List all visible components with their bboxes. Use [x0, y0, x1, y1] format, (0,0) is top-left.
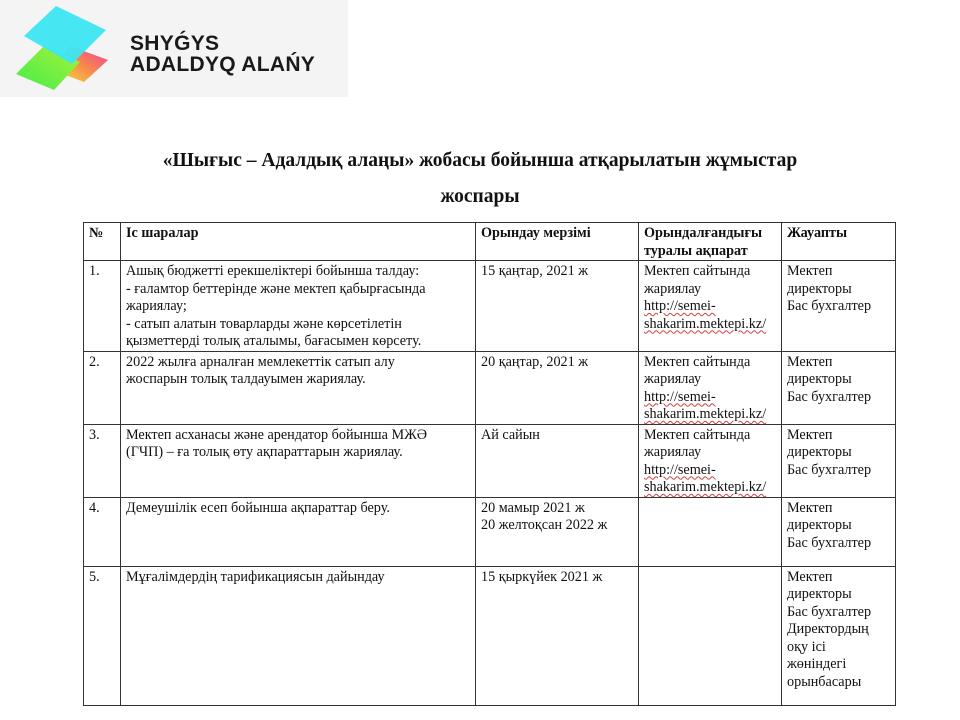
header-responsible: Жауапты — [782, 223, 896, 261]
site-url-text: shakarim.mektepi.kz/ — [644, 479, 767, 495]
activity-line: (ГЧП) – ға толық өту ақпараттарын жариялау. — [126, 444, 403, 460]
table-row — [84, 424, 896, 497]
deadline-cell — [476, 261, 639, 352]
activity-line: - сатып алатын товарларды және көрсетілетін — [126, 315, 402, 332]
table-row — [84, 566, 896, 705]
activity-line: Мектеп асханасы және арендатор бойынша МЖӘ — [126, 426, 428, 443]
activity-line: Ашық бюджетті ерекшеліктері бойынша талдау: — [126, 263, 420, 279]
row-num: 5. — [84, 566, 121, 705]
responsible-line: оқу ісі — [787, 638, 826, 655]
logo-squares-icon — [10, 2, 120, 94]
site-url-text: shakarim.mektepi.kz/ — [644, 406, 767, 422]
info-line: Мектеп сайтында — [644, 353, 751, 370]
activity-cell — [121, 566, 476, 705]
deadline-line: 20 қаңтар, 2021 ж — [481, 353, 589, 370]
row-num: 3. — [84, 424, 121, 497]
site-url-text: http://semei- — [644, 298, 716, 314]
responsible-line: директоры — [787, 371, 852, 387]
responsible-line: директоры — [787, 280, 852, 297]
responsible-line: орынбасары — [787, 673, 862, 690]
responsible-line: Мектеп — [787, 426, 833, 443]
activity-line: Мұғалімдердің тарификациясын дайындау — [126, 568, 385, 585]
activity-line: жариялау; — [126, 298, 187, 314]
activity-line: Демеушілік есеп бойынша ақпараттар беру. — [126, 499, 390, 516]
page-title: «Шығыс – Адалдық алаңы» жобасы бойынша атқарылатын жұмыстар — [162, 150, 798, 171]
info-cell — [639, 351, 782, 424]
deadline-cell — [476, 351, 639, 424]
activity-line: жоспарын толық талдауымен жариялау. — [126, 371, 366, 387]
info-cell — [639, 566, 782, 705]
row-num: 1. — [84, 261, 121, 352]
responsible-cell — [782, 424, 896, 497]
responsible-cell — [782, 261, 896, 352]
activity-cell — [121, 261, 476, 352]
info-cell — [639, 261, 782, 352]
responsible-line: Директордың — [787, 621, 869, 637]
header-info-line1: Орындалғандығы — [644, 225, 763, 241]
activity-cell — [121, 351, 476, 424]
info-cell — [639, 424, 782, 497]
info-line: Мектеп сайтында — [644, 263, 751, 279]
logo-text-line1: SHYǴYS — [130, 32, 220, 55]
responsible-line: Мектеп — [787, 263, 833, 279]
table-header-row — [84, 223, 896, 261]
site-url-text: http://semei- — [644, 461, 716, 478]
deadline-cell — [476, 497, 639, 566]
activity-cell — [121, 497, 476, 566]
page-title-line2: жоспары — [440, 186, 520, 207]
responsible-line: жөніндегі — [787, 656, 847, 672]
table-row — [84, 261, 896, 352]
header-activities: Іс шаралар — [121, 223, 476, 261]
deadline-line: 20 желтоқсан 2022 ж — [481, 517, 608, 533]
row-num: 4. — [84, 497, 121, 566]
responsible-cell — [782, 351, 896, 424]
responsible-line: Бас бухгалтер — [787, 603, 872, 620]
logo — [0, 0, 348, 97]
table-row — [84, 497, 896, 566]
responsible-cell — [782, 566, 896, 705]
activity-cell — [121, 424, 476, 497]
info-line: жариялау — [644, 444, 702, 460]
responsible-line: директоры — [787, 586, 852, 602]
info-line: жариялау — [644, 280, 702, 297]
activity-line: 2022 жылға арналған мемлекеттік сатып алу — [126, 353, 395, 370]
responsible-line: Бас бухгалтер — [787, 461, 872, 478]
logo-text — [130, 33, 315, 75]
header-deadline: Орындау мерзімі — [476, 223, 639, 261]
header-info — [639, 223, 782, 261]
site-url-text: shakarim.mektepi.kz/ — [644, 315, 767, 332]
plan-table — [83, 222, 896, 706]
responsible-line: директоры — [787, 517, 852, 533]
responsible-line: Бас бухгалтер — [787, 534, 872, 551]
table-row — [84, 351, 896, 424]
deadline-line: 15 қыркүйек 2021 ж — [481, 568, 603, 585]
deadline-line: 15 қаңтар, 2021 ж — [481, 263, 589, 279]
responsible-line: директоры — [787, 444, 852, 460]
responsible-line: Бас бухгалтер — [787, 388, 872, 405]
responsible-line: Мектеп — [787, 568, 833, 585]
info-line: Мектеп сайтында — [644, 426, 751, 443]
activity-line: - ғаламтор беттерінде және мектеп қабырғасында — [126, 280, 426, 297]
site-url-text: http://semei- — [644, 388, 716, 405]
deadline-line: Ай сайын — [481, 426, 540, 443]
header-info-line2: туралы ақпарат — [644, 242, 748, 259]
activity-line: қызметтерді толық аталымы, бағасымен көрсету. — [126, 333, 422, 349]
info-cell — [639, 497, 782, 566]
header-num: № — [84, 223, 121, 261]
deadline-line: 20 мамыр 2021 ж — [481, 499, 585, 516]
info-line: жариялау — [644, 371, 702, 387]
logo-text-line2: ADALDYQ ALAŃY — [130, 53, 316, 76]
responsible-line: Мектеп — [787, 353, 833, 370]
responsible-line: Мектеп — [787, 499, 833, 516]
deadline-cell — [476, 424, 639, 497]
responsible-cell — [782, 497, 896, 566]
responsible-line: Бас бухгалтер — [787, 298, 872, 314]
row-num: 2. — [84, 351, 121, 424]
deadline-cell — [476, 566, 639, 705]
